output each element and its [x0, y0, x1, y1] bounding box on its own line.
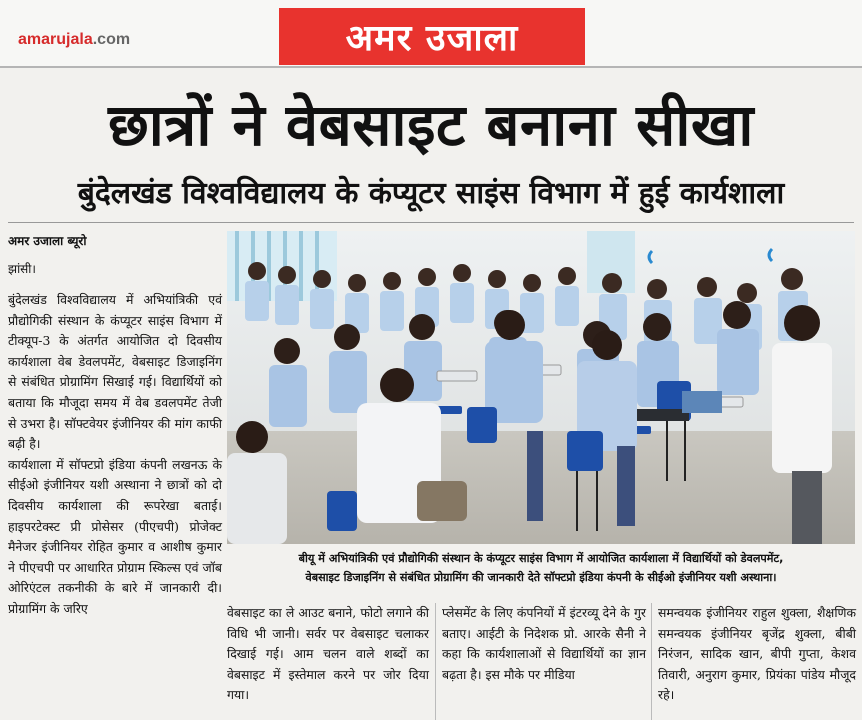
subhead-divider: [8, 222, 854, 223]
newspaper-logo: [279, 8, 585, 65]
logo-text: अमर उजाला: [345, 18, 519, 59]
article-column-4: [658, 603, 856, 706]
paragraph: प्लेसमेंट के लिए कंपनियों में इंटरव्यू देने के गुर बताए। आईटी के निदेशक प्रो. आरके सैनी ने कहा कि कार्यशालाओं से विद्यार्थियों का ज्ञान बढ़ता है। इस मौके पर मीडिया: [442, 605, 646, 682]
article-photo: [227, 231, 855, 544]
paragraph: वेबसाइट का ले आउट बनाने, फोटो लगाने की विधि भी जानी। सर्वर पर वेबसाइट चलाकर दिखाई गई। आम चलन वाले शब्दों का वेबसाइट में इस्तेमाल करने पर जोर दिया गया।: [227, 605, 429, 703]
photo-caption: [227, 549, 855, 587]
article-column-3: [442, 603, 646, 685]
subheadline: बुंदेलखंड विश्वविद्यालय के कंप्यूटर साइंस विभाग में हुई कार्यशाला: [77, 176, 785, 211]
caption-line: वेबसाइट डिजाइनिंग से संबंधित प्रोग्रामिंग की जानकारी देते सॉफ्टप्रो इंडिया कंपनी के सीईओ इंजीनियर यशी अस्थाना।: [305, 571, 777, 584]
column-divider: [435, 603, 436, 720]
article-column-1: [8, 290, 222, 620]
byline: अमर उजाला ब्यूरो: [8, 234, 87, 248]
masthead-divider: [0, 66, 862, 68]
paragraph: बुंदेलखंड विश्वविद्यालय में अभियांत्रिकी एवं प्रौद्योगिकी संस्थान के कंप्यूटर साइंस विभाग में टीक्यूप-3 के अंतर्गत आयोजित दो दिवसीय कार्यशाला वेब डेवलपमेंट, वेबसाइट डिजाइनिंग से संबंधित प्रोग्रामिंग सिखाई गई। विद्यार्थियों को बताया कि मौजूदा समय में वेब डवलपमेंट तेजी से उभरा है। सॉफ्टवेयर इंजीनियर की मांग काफी बढ़ी है।: [8, 292, 222, 452]
article-column-2: [227, 603, 429, 706]
site-name: amarujala: [18, 31, 93, 48]
paragraph: कार्यशाला में सॉफ्टप्रो इंडिया कंपनी लखनऊ के सीईओ इंजीनियर यशी अस्थाना ने छात्रों को दो दिवसीय कार्यशाला की रूपरेखा बताई। हाइपरटेक्स्ट प्री प्रोसेसर (पीएचपी) प्रोजेक्ट मैनेजर इंजीनियर रोहित कुमार व आशीष कुमार ने पीएचपी पर आधारित प्रोग्राम स्किल्स एवं जॉब ओरिएंटल तकनीकी के बारे में जानकारी दी। प्रोग्रामिंग के जरिए: [8, 456, 222, 616]
site-tld: .com: [92, 31, 131, 48]
dateline: झांसी।: [8, 262, 36, 276]
headline: छात्रों ने वेबसाइट बनाना सीखा: [108, 91, 754, 159]
column-divider: [651, 603, 652, 720]
site-url[interactable]: [18, 31, 130, 49]
masthead: [0, 0, 862, 66]
paragraph: समन्वयक इंजीनियर राहुल शुक्ला, शैक्षणिक समन्वयक इंजीनियर बृजेंद्र शुक्ला, बीबी निरंजन, सादिक खान, बीपी गुप्ता, केशव तिवारी, अनुराग कुमार, प्रियंका पांडेय मौजूद रहे।: [658, 605, 856, 703]
caption-line: बीयू में अभियांत्रिकी एवं प्रौद्योगिकी संस्थान के कंप्यूटर साइंस विभाग में आयोजित कार्यशाला में विद्यार्थियों को डेवलपमेंट,: [298, 552, 784, 565]
